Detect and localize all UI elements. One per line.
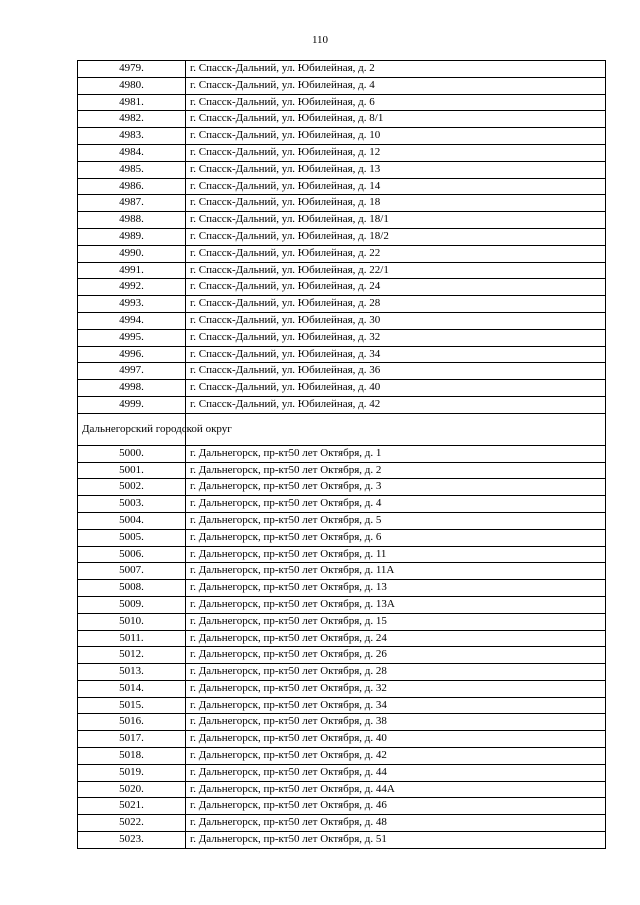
row-number: 4985. xyxy=(78,161,186,178)
row-address: г. Дальнегорск, пр-кт50 лет Октября, д. 40 xyxy=(186,731,606,748)
table-row xyxy=(78,111,606,128)
row-address: г. Спасск-Дальний, ул. Юбилейная, д. 40 xyxy=(186,380,606,397)
row-address: г. Дальнегорск, пр-кт50 лет Октября, д. 6 xyxy=(186,529,606,546)
row-address: г. Спасск-Дальний, ул. Юбилейная, д. 34 xyxy=(186,346,606,363)
row-number: 5012. xyxy=(78,647,186,664)
row-address: г. Спасск-Дальний, ул. Юбилейная, д. 6 xyxy=(186,94,606,111)
table-row xyxy=(78,664,606,681)
row-address: г. Спасск-Дальний, ул. Юбилейная, д. 4 xyxy=(186,77,606,94)
table-row xyxy=(78,731,606,748)
row-address: г. Дальнегорск, пр-кт50 лет Октября, д. 38 xyxy=(186,714,606,731)
table-body xyxy=(78,61,606,849)
row-address: г. Спасск-Дальний, ул. Юбилейная, д. 22 xyxy=(186,245,606,262)
row-number: 5011. xyxy=(78,630,186,647)
row-number: 4990. xyxy=(78,245,186,262)
table-row xyxy=(78,479,606,496)
row-number: 5009. xyxy=(78,596,186,613)
row-address: г. Дальнегорск, пр-кт50 лет Октября, д. 11А xyxy=(186,563,606,580)
table-row xyxy=(78,161,606,178)
row-number: 4987. xyxy=(78,195,186,212)
table-row xyxy=(78,529,606,546)
row-address: г. Дальнегорск, пр-кт50 лет Октября, д. 15 xyxy=(186,613,606,630)
row-number: 5003. xyxy=(78,496,186,513)
row-number: 5002. xyxy=(78,479,186,496)
row-address: г. Дальнегорск, пр-кт50 лет Октября, д. 48 xyxy=(186,815,606,832)
row-number: 4983. xyxy=(78,128,186,145)
row-number: 5000. xyxy=(78,445,186,462)
row-address: г. Спасск-Дальний, ул. Юбилейная, д. 36 xyxy=(186,363,606,380)
row-address: г. Дальнегорск, пр-кт50 лет Октября, д. 46 xyxy=(186,798,606,815)
row-number: 4982. xyxy=(78,111,186,128)
row-number: 5023. xyxy=(78,832,186,849)
row-address: г. Дальнегорск, пр-кт50 лет Октября, д. 13 xyxy=(186,580,606,597)
row-number: 5017. xyxy=(78,731,186,748)
row-address: г. Дальнегорск, пр-кт50 лет Октября, д. 44 xyxy=(186,764,606,781)
row-address: г. Дальнегорск, пр-кт50 лет Октября, д. 13А xyxy=(186,596,606,613)
table-row xyxy=(78,781,606,798)
table-row xyxy=(78,61,606,78)
row-number: 5020. xyxy=(78,781,186,798)
row-address: г. Спасск-Дальний, ул. Юбилейная, д. 28 xyxy=(186,296,606,313)
table-row xyxy=(78,697,606,714)
table-row xyxy=(78,445,606,462)
row-number: 4991. xyxy=(78,262,186,279)
row-number: 5005. xyxy=(78,529,186,546)
row-address: г. Спасск-Дальний, ул. Юбилейная, д. 42 xyxy=(186,396,606,413)
row-number: 4988. xyxy=(78,212,186,229)
table-row xyxy=(78,380,606,397)
row-address: г. Дальнегорск, пр-кт50 лет Октября, д. 42 xyxy=(186,748,606,765)
table-row xyxy=(78,144,606,161)
row-number: 4979. xyxy=(78,61,186,78)
row-number: 4994. xyxy=(78,312,186,329)
table-row xyxy=(78,580,606,597)
row-address: г. Спасск-Дальний, ул. Юбилейная, д. 18 xyxy=(186,195,606,212)
row-number: 5015. xyxy=(78,697,186,714)
row-address: г. Спасск-Дальний, ул. Юбилейная, д. 10 xyxy=(186,128,606,145)
row-number: 4995. xyxy=(78,329,186,346)
row-number: 4993. xyxy=(78,296,186,313)
table-row xyxy=(78,245,606,262)
row-number: 5021. xyxy=(78,798,186,815)
table-row xyxy=(78,128,606,145)
row-number: 4992. xyxy=(78,279,186,296)
row-address: г. Дальнегорск, пр-кт50 лет Октября, д. 51 xyxy=(186,832,606,849)
section-header-row xyxy=(78,413,606,445)
row-number: 4984. xyxy=(78,144,186,161)
row-address: г. Дальнегорск, пр-кт50 лет Октября, д. 11 xyxy=(186,546,606,563)
row-address: г. Дальнегорск, пр-кт50 лет Октября, д. 2 xyxy=(186,462,606,479)
table-row xyxy=(78,815,606,832)
table-row xyxy=(78,630,606,647)
table-row xyxy=(78,94,606,111)
row-number: 5001. xyxy=(78,462,186,479)
row-number: 5013. xyxy=(78,664,186,681)
table-row xyxy=(78,262,606,279)
row-number: 4999. xyxy=(78,396,186,413)
row-number: 5006. xyxy=(78,546,186,563)
address-table xyxy=(77,60,606,849)
row-number: 5008. xyxy=(78,580,186,597)
table-row xyxy=(78,714,606,731)
row-address: г. Дальнегорск, пр-кт50 лет Октября, д. 44А xyxy=(186,781,606,798)
table-row xyxy=(78,647,606,664)
row-address: г. Спасск-Дальний, ул. Юбилейная, д. 13 xyxy=(186,161,606,178)
row-address: г. Спасск-Дальний, ул. Юбилейная, д. 2 xyxy=(186,61,606,78)
row-address: г. Спасск-Дальний, ул. Юбилейная, д. 32 xyxy=(186,329,606,346)
table-row xyxy=(78,396,606,413)
row-number: 5004. xyxy=(78,512,186,529)
row-number: 4981. xyxy=(78,94,186,111)
row-address: г. Дальнегорск, пр-кт50 лет Октября, д. 1 xyxy=(186,445,606,462)
table-row xyxy=(78,346,606,363)
table-row xyxy=(78,77,606,94)
row-address: г. Дальнегорск, пр-кт50 лет Октября, д. 3 xyxy=(186,479,606,496)
table-row xyxy=(78,212,606,229)
table-row xyxy=(78,363,606,380)
table-row xyxy=(78,296,606,313)
row-number: 4989. xyxy=(78,228,186,245)
row-address: г. Дальнегорск, пр-кт50 лет Октября, д. 34 xyxy=(186,697,606,714)
table-row xyxy=(78,596,606,613)
table-row xyxy=(78,563,606,580)
table-row xyxy=(78,748,606,765)
table-row xyxy=(78,228,606,245)
table-row xyxy=(78,195,606,212)
row-number: 5010. xyxy=(78,613,186,630)
row-address: г. Спасск-Дальний, ул. Юбилейная, д. 30 xyxy=(186,312,606,329)
page-number: 110 xyxy=(311,34,329,46)
row-number: 5018. xyxy=(78,748,186,765)
row-number: 4986. xyxy=(78,178,186,195)
row-number: 4998. xyxy=(78,380,186,397)
row-address: г. Спасск-Дальний, ул. Юбилейная, д. 18/1 xyxy=(186,212,606,229)
row-address: г. Спасск-Дальний, ул. Юбилейная, д. 18/2 xyxy=(186,228,606,245)
row-address: г. Спасск-Дальний, ул. Юбилейная, д. 22/1 xyxy=(186,262,606,279)
row-number: 4980. xyxy=(78,77,186,94)
table-row xyxy=(78,462,606,479)
row-address: г. Дальнегорск, пр-кт50 лет Октября, д. 32 xyxy=(186,680,606,697)
row-address: г. Дальнегорск, пр-кт50 лет Октября, д. 5 xyxy=(186,512,606,529)
table-row xyxy=(78,798,606,815)
row-address: г. Спасск-Дальний, ул. Юбилейная, д. 8/1 xyxy=(186,111,606,128)
table-row xyxy=(78,546,606,563)
row-number: 4997. xyxy=(78,363,186,380)
row-number: 5022. xyxy=(78,815,186,832)
table-row xyxy=(78,496,606,513)
row-number: 5007. xyxy=(78,563,186,580)
row-address: г. Спасск-Дальний, ул. Юбилейная, д. 12 xyxy=(186,144,606,161)
row-address: г. Дальнегорск, пр-кт50 лет Октября, д. 26 xyxy=(186,647,606,664)
row-address: г. Спасск-Дальний, ул. Юбилейная, д. 14 xyxy=(186,178,606,195)
row-address: г. Дальнегорск, пр-кт50 лет Октября, д. 28 xyxy=(186,664,606,681)
table-row xyxy=(78,329,606,346)
row-number: 4996. xyxy=(78,346,186,363)
table-row xyxy=(78,764,606,781)
section-empty-cell xyxy=(186,413,606,445)
table-row xyxy=(78,178,606,195)
row-address: г. Дальнегорск, пр-кт50 лет Октября, д. 24 xyxy=(186,630,606,647)
table-row xyxy=(78,680,606,697)
row-number: 5019. xyxy=(78,764,186,781)
table-row xyxy=(78,613,606,630)
row-number: 5016. xyxy=(78,714,186,731)
table-row xyxy=(78,279,606,296)
row-number: 5014. xyxy=(78,680,186,697)
row-address: г. Спасск-Дальний, ул. Юбилейная, д. 24 xyxy=(186,279,606,296)
table-row xyxy=(78,312,606,329)
row-address: г. Дальнегорск, пр-кт50 лет Октября, д. 4 xyxy=(186,496,606,513)
section-label: Дальнегорский городской округ xyxy=(78,413,186,445)
table-row xyxy=(78,512,606,529)
table-row xyxy=(78,832,606,849)
